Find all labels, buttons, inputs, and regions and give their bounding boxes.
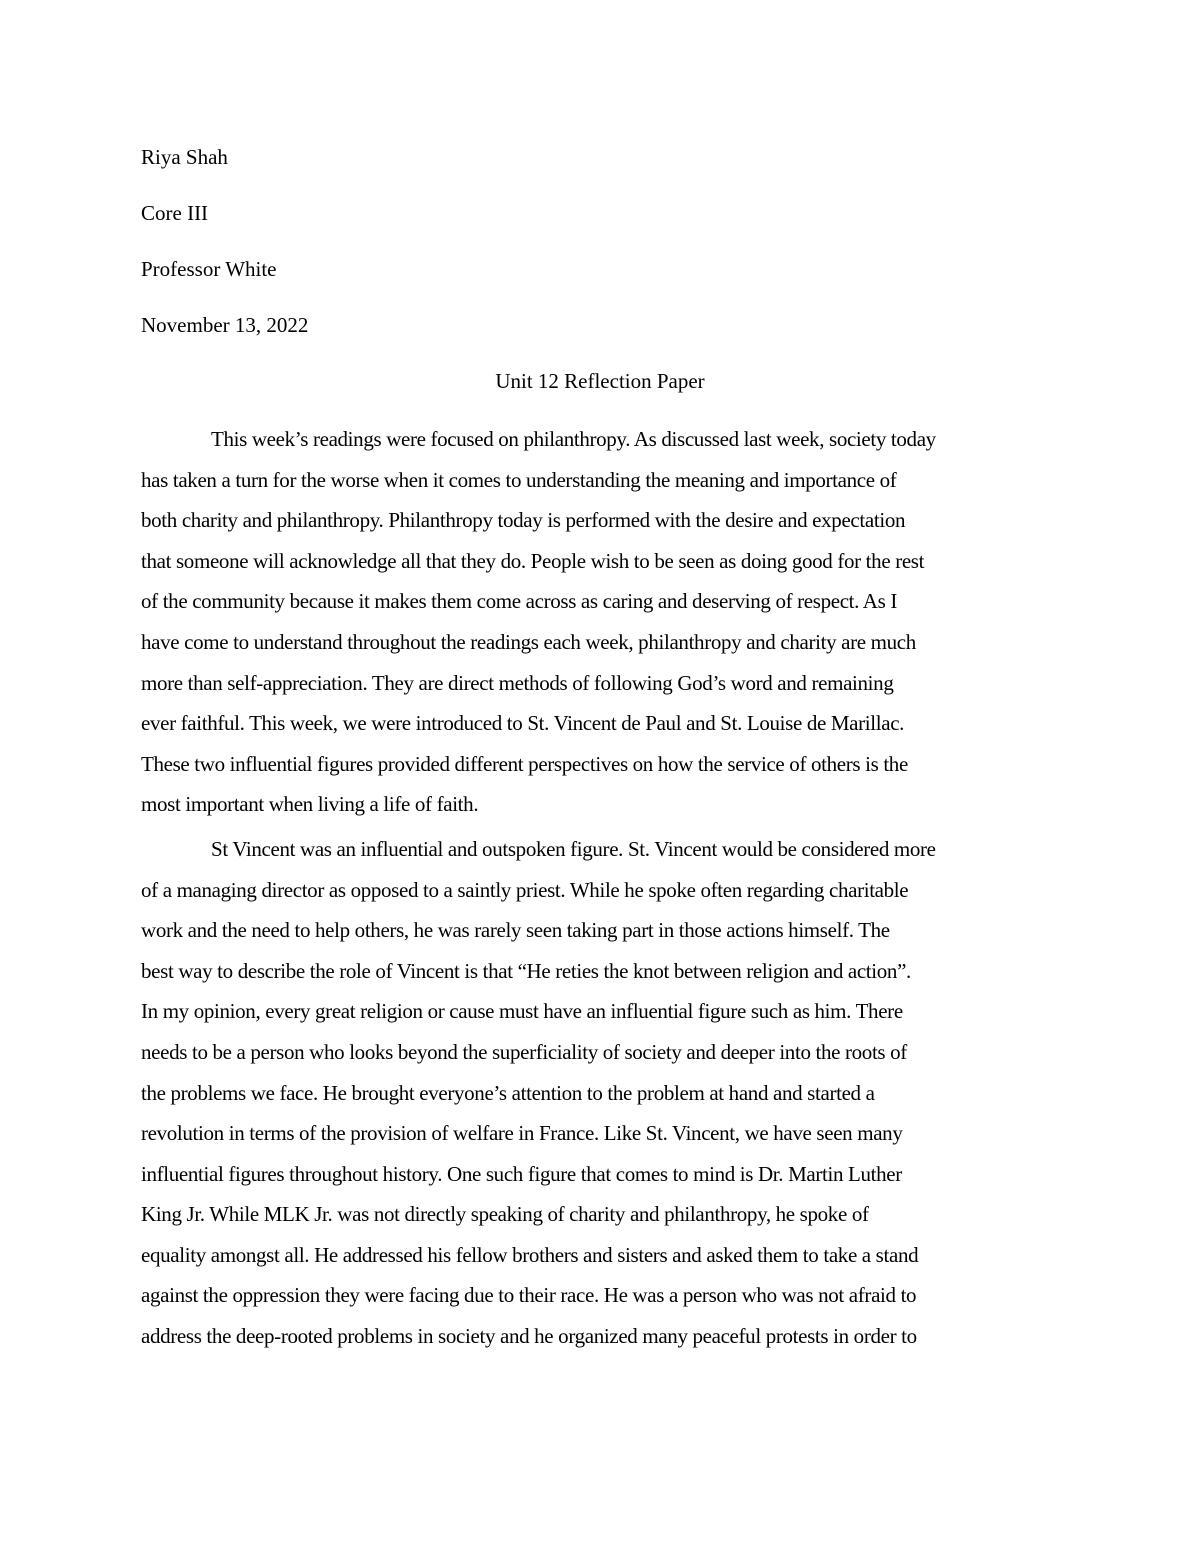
paragraph-line: needs to be a person who looks beyond the superficiality of society and deeper into the roots of [141, 1039, 907, 1064]
paragraph-line: King Jr. While MLK Jr. was not directly speaking of charity and philanthropy, he spoke of [141, 1202, 869, 1227]
professor-name: Professor White [141, 257, 277, 281]
paragraph-line: This week’s readings were focused on philanthropy. As discussed last week, society today [211, 427, 936, 451]
paper-date: November 13, 2022 [141, 313, 309, 337]
paragraph-line: influential figures throughout history. One such figure that comes to mind is Dr. Martin Luther [141, 1161, 902, 1186]
paragraph-line: revolution in terms of the provision of welfare in France. Like St. Vincent, we have seen many [141, 1121, 903, 1146]
paper-body [141, 419, 1081, 1361]
paragraph-line: of a managing director as opposed to a saintly priest. While he spoke often regarding charitable [141, 877, 909, 902]
paragraph-line: best way to describe the role of Vincent is that “He reties the knot between religion and action”. [141, 958, 911, 983]
paragraph-2 [141, 829, 1081, 1357]
paragraph-line: equality amongst all. He addressed his fellow brothers and sisters and asked them to take a stand [141, 1242, 919, 1267]
paragraph-line: has taken a turn for the worse when it comes to understanding the meaning and importance of [141, 467, 897, 492]
paragraph-line: ever faithful. This week, we were introduced to St. Vincent de Paul and St. Louise de Marillac. [141, 711, 905, 736]
paragraph-line: St Vincent was an influential and outspoken figure. St. Vincent would be considered more [211, 836, 936, 861]
paragraph-line: In my opinion, every great religion or cause must have an influential figure such as him. There [141, 999, 903, 1024]
paragraph-line: have come to understand throughout the readings each week, philanthropy and charity are much [141, 629, 916, 654]
paragraph-line: address the deep-rooted problems in society and he organized many peaceful protests in order to [141, 1324, 917, 1349]
paragraph-line: most important when living a life of faith. [141, 792, 479, 817]
paragraph-line: of the community because it makes them come across as caring and deserving of respect. As I [141, 589, 897, 614]
paragraph-line: the problems we face. He brought everyone’s attention to the problem at hand and started a [141, 1080, 875, 1105]
paragraph-line: work and the need to help others, he was rarely seen taking part in those actions himself. The [141, 918, 890, 943]
paragraph-1 [141, 419, 1081, 825]
paper-title: Unit 12 Reflection Paper [495, 369, 705, 393]
paragraph-line: more than self-appreciation. They are direct methods of following God’s word and remaining [141, 670, 894, 695]
course-name: Core III [141, 201, 209, 225]
paragraph-line: These two influential figures provided different perspectives on how the service of others is the [141, 751, 908, 776]
paragraph-line: that someone will acknowledge all that they do. People wish to be seen as doing good for the rest [141, 548, 925, 573]
paragraph-line: both charity and philanthropy. Philanthropy today is performed with the desire and expectation [141, 508, 906, 533]
author-name: Riya Shah [141, 145, 228, 169]
paragraph-line: against the oppression they were facing due to their race. He was a person who was not afraid to [141, 1283, 917, 1308]
